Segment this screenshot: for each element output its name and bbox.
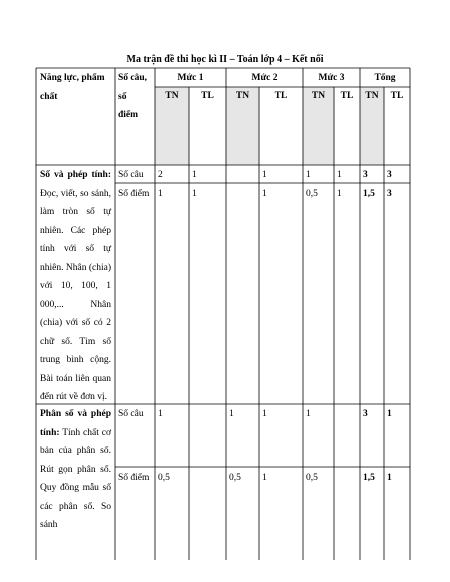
table-cell: 1 — [306, 409, 311, 419]
table-cell: 1 — [158, 409, 163, 419]
table-cell: 3 — [387, 170, 392, 180]
table-cell: 1 — [306, 170, 311, 180]
table-cell: 1 — [387, 409, 392, 419]
table-cell: 0,5 — [229, 473, 241, 483]
table-cell: 1 — [387, 473, 392, 483]
row-label: Số câu — [118, 409, 144, 419]
table-cell: 1 — [337, 189, 342, 199]
competency-cell — [40, 166, 111, 407]
table-cell: 1 — [262, 409, 267, 419]
table-cell: 1 — [192, 189, 197, 199]
table-cell: 1 — [229, 409, 234, 419]
table-cell: 1 — [262, 170, 267, 180]
table-cell: 0,5 — [306, 473, 318, 483]
header-tn: TN — [165, 91, 179, 101]
table-cell: 1 — [337, 170, 342, 180]
table-cell: 3 — [363, 409, 368, 419]
header-level-1: Mức 1 — [177, 73, 204, 83]
header-tn: TN — [311, 91, 326, 101]
table-cell: 2 — [158, 170, 163, 180]
table-cell: 1,5 — [363, 189, 375, 199]
competency-title: Phân số và phép tính: — [40, 409, 111, 438]
header-tl: TL — [390, 91, 404, 101]
header-total: Tổng — [374, 73, 396, 83]
table-cell: 3 — [363, 170, 368, 180]
header-tn: TN — [365, 91, 379, 101]
header-level-3: Mức 3 — [318, 73, 345, 83]
header-tl: TL — [340, 91, 354, 101]
document-title: Ma trận đề thi học kì II – Toán lớp 4 – Kết nối — [126, 54, 324, 65]
table-cell: 1,5 — [363, 473, 375, 483]
table-cell: 1 — [262, 189, 267, 199]
table-cell: 3 — [387, 189, 392, 199]
competency-description: Đọc, viết, so sánh, làm tròn số tự nhiên. Các phép tính với số tự nhiên. Nhân (chia) với 10, 100, 1 000,... Nhân (chia) với số có 2 chữ số. Tìm số trung bình cộng. Bài toán liên quan đến rút về đơn vị. — [40, 188, 111, 402]
table-cell: 1 — [158, 189, 163, 199]
header-tl: TL — [274, 91, 288, 101]
competency-title: Số và phép tính: — [40, 170, 111, 180]
table-cell: 0,5 — [306, 189, 318, 199]
competency-cell — [40, 405, 111, 535]
header-tn: TN — [235, 91, 250, 101]
table-cell: 0,5 — [158, 473, 170, 483]
header-competency: Năng lực, phẩm chất — [40, 73, 105, 102]
header-count: Số câu, số điểm — [118, 73, 148, 120]
table-cell: 1 — [192, 170, 197, 180]
table-cell: 1 — [262, 473, 267, 483]
row-label: Số câu — [118, 170, 144, 180]
row-label: Số điểm — [118, 473, 150, 483]
header-level-2: Mức 2 — [251, 73, 278, 83]
competency-description: Tính chất cơ bản của phân số. Rút gọn phân số. Quy đồng mẫu số các phân số. So sánh — [40, 427, 111, 530]
header-tl: TL — [201, 91, 214, 101]
row-label: Số điểm — [118, 189, 150, 199]
